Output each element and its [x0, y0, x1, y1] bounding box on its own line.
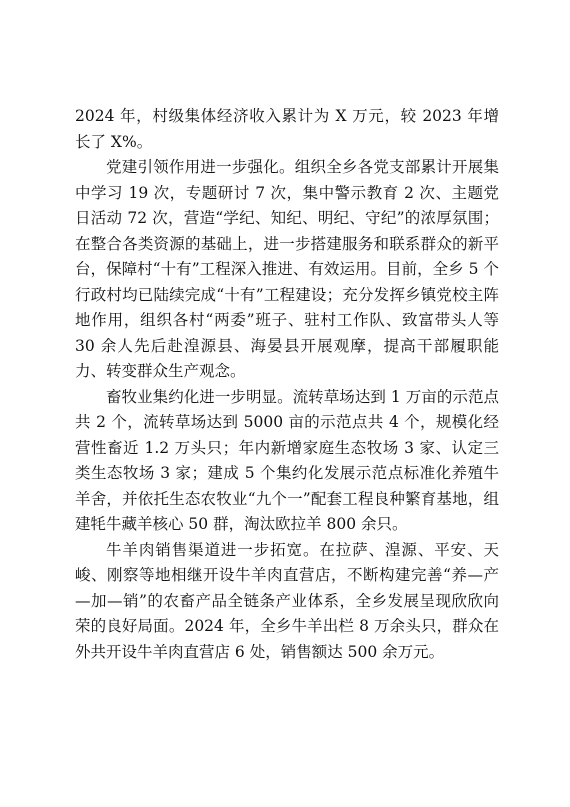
paragraph-meat-sales-channels: 牛羊肉销售渠道进一步拓宽。在拉萨、湟源、平安、天峻、刚察等地相继开设牛羊肉直营店，不断构建完善“养—产—加—销”的农畜产品全链条产业体系，全乡发展呈现欣欣向荣的良好局面。2024 年，全乡牛羊出栏 8 万余头只，群众在外共开设牛羊肉直营店 6 处，销售额达 500 余万元。	[75, 540, 499, 661]
body-text	[75, 104, 499, 665]
paragraph-collective-economy: 2024 年，村级集体经济收入累计为 X 万元，较 2023 年增长了 X%。	[75, 107, 499, 151]
paragraph-party-building: 党建引领作用进一步强化。组织全乡各党支部累计开展集中学习 19 次，专题研讨 7 次，集中警示教育 2 次、主题党日活动 72 次，营造“学纪、知纪、明纪、守纪”的浓厚氛围；在整合各类资源的基础上，进一步搭建服务和联系群众的新平台，保障村“十有”工程深入推进、有效运用。目前，全乡 5 个行政村均已陆续完成“十有”工程建设；充分发挥乡镇党校主阵地作用，组织各村“两委”班子、驻村工作队、致富带头人等 30 余人先后赴湟源县、海晏县开展观摩，提高干部履职能力、转变群众生产观念。	[75, 158, 499, 380]
paragraph-livestock-intensification: 畜牧业集约化进一步明显。流转草场达到 1 万亩的示范点共 2 个，流转草场达到 5000 亩的示范点共 4 个，规模化经营性畜近 1.2 万头只；年内新增家庭生态牧场 3 家、认定三类生态牧场 3 家；建成 5 个集约化发展示范点标准化养殖牛羊舍，并依托生态农牧业“九个一”配套工程良种繁育基地，组建牦牛藏羊核心 50 群，淘汰欧拉羊 800 余只。	[75, 387, 499, 533]
